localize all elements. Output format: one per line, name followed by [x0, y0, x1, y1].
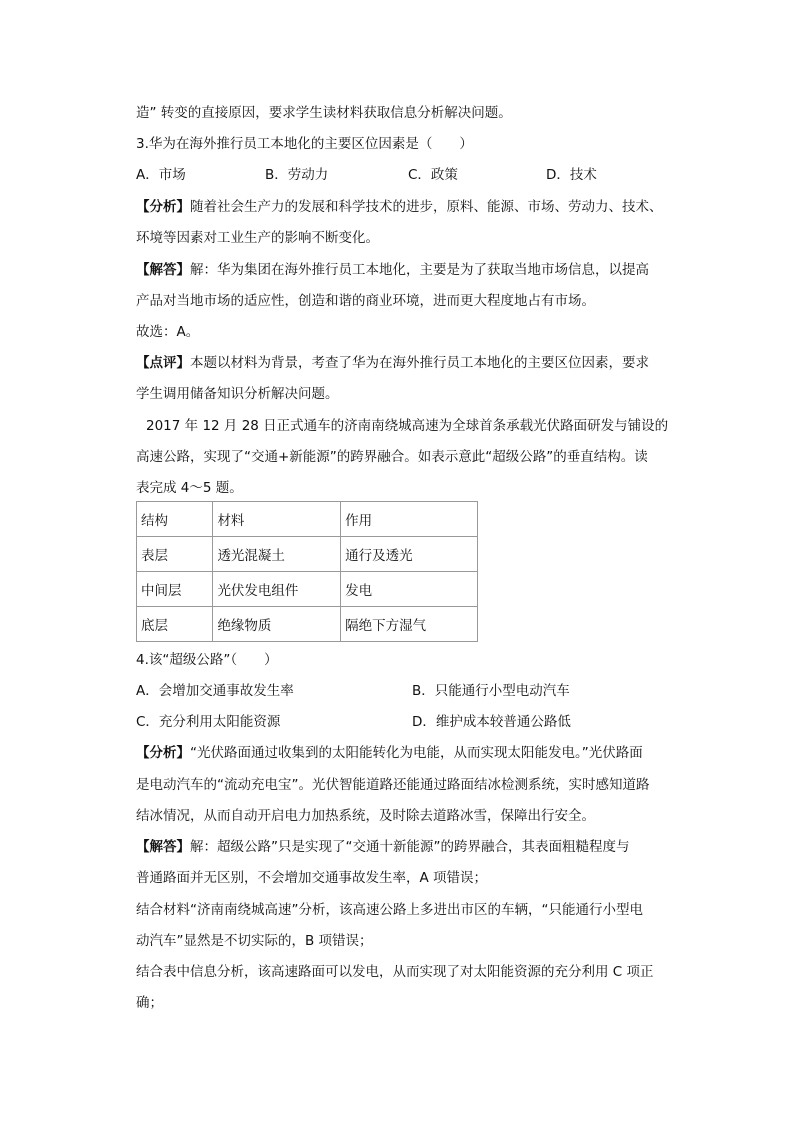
q4-option-d: D．维护成本较普通公路低: [412, 714, 571, 730]
q3-option-d: D．技术: [546, 167, 597, 183]
table-cell: 光伏发电组件: [213, 572, 341, 607]
table-cell: 表层: [137, 537, 213, 572]
q4-answer-line-4: 动汽车”显然是不切实际的，B 项错误；: [136, 933, 373, 949]
q4-option-b: B．只能通行小型电动汽车: [412, 683, 570, 699]
intro-line-3: 表完成 4～5 题。: [136, 480, 243, 496]
q4-answer-line-2: 普通路面并无区别，不会增加交通事故发生率，A 项错误；: [136, 870, 488, 886]
q4-analysis-line-1: [136, 743, 643, 763]
table-cell: 中间层: [137, 572, 213, 607]
q3-analysis-line-2: 环境等因素对工业生产的影响不断变化。: [136, 230, 379, 246]
q4-answer-line-3: 结合材料“济南南绕城高速”分析，该高速公路上多进出市区的车辆，“只能通行小型电: [136, 902, 643, 918]
structure-table: [136, 501, 478, 642]
intro-line-2: 高速公路，实现了“交通+新能源”的跨界融合。如表示意此“超级公路”的垂直结构。读: [136, 449, 648, 465]
q4-analysis-line-2: 是电动汽车的“流动充电宝”。光伏智能道路还能通过路面结冰检测系统，实时感知道路: [136, 777, 650, 793]
q4-answer-line-5: 结合表中信息分析，该高速路面可以发电，从而实现了对太阳能资源的充分利用 C 项正: [136, 964, 654, 980]
intro-line-1: 2017 年 12 月 28 日正式通车的济南南绕城高速为全球首条承载光伏路面研发与铺设的: [146, 418, 669, 434]
answer-text: 解：超级公路”只是实现了“交通十新能源”的跨界融合，其表面粗糙程度与: [190, 839, 630, 855]
answer-tag: 【解答】: [136, 262, 190, 278]
q3-option-c: C．政策: [408, 167, 458, 183]
q3-option-a: A．市场: [136, 167, 186, 183]
analysis-tag: 【分析】: [136, 199, 190, 215]
q4-option-c: C．充分利用太阳能资源: [136, 714, 281, 730]
analysis-text: 随着社会生产力的发展和科学技术的进步，原料、能源、市场、劳动力、技术、: [190, 199, 663, 215]
q3-option-b: B．劳动力: [265, 167, 329, 183]
table-cell: 通行及透光: [341, 537, 478, 572]
q4-answer-line-6: 确；: [136, 995, 163, 1011]
comment-text: 本题以材料为背景，考查了华为在海外推行员工本地化的主要区位因素，要求: [190, 355, 649, 371]
table-header-row: [137, 502, 478, 537]
table-cell: 绝缘物质: [213, 607, 341, 642]
analysis-tag: 【分析】: [136, 745, 190, 761]
q3-comment-line-1: [136, 353, 649, 373]
question-3: 3.华为在海外推行员工本地化的主要区位因素是（ ）: [136, 136, 473, 152]
analysis-text: “光伏路面通过收集到的太阳能转化为电能，从而实现太阳能发电。”光伏路面: [190, 745, 643, 761]
table-cell: 透光混凝土: [213, 537, 341, 572]
table-cell: 结构: [137, 502, 213, 537]
table-cell: 材料: [213, 502, 341, 537]
table-row: [137, 537, 478, 572]
table-row: [137, 572, 478, 607]
text-line: 造” 转变的直接原因，要求学生读材料获取信息分析解决问题。: [136, 105, 512, 121]
q3-answer-line-1: [136, 260, 649, 280]
table-cell: 隔绝下方湿气: [341, 607, 478, 642]
table-row: [137, 607, 478, 642]
q3-answer-line-2: 产品对当地市场的适应性，创造和谐的商业环境，进而更大程度地占有市场。: [136, 293, 595, 309]
answer-tag: 【解答】: [136, 839, 190, 855]
q3-comment-line-2: 学生调用储备知识分析解决问题。: [136, 386, 339, 402]
answer-text: 解：华为集团在海外推行员工本地化，主要是为了获取当地市场信息，以提高: [190, 262, 649, 278]
table-cell: 底层: [137, 607, 213, 642]
q4-analysis-line-3: 结冰情况，从而自动开启电力加热系统，及时除去道路冰雪，保障出行安全。: [136, 808, 595, 824]
q4-option-a: A．会增加交通事故发生率: [136, 683, 294, 699]
q3-choice: 故选：A。: [136, 324, 200, 340]
table-cell: 发电: [341, 572, 478, 607]
table-cell: 作用: [341, 502, 478, 537]
q3-analysis-line-1: [136, 197, 663, 217]
question-4: 4.该“超级公路”（ ）: [136, 652, 278, 668]
comment-tag: 【点评】: [136, 355, 190, 371]
q4-answer-line-1: [136, 837, 629, 857]
